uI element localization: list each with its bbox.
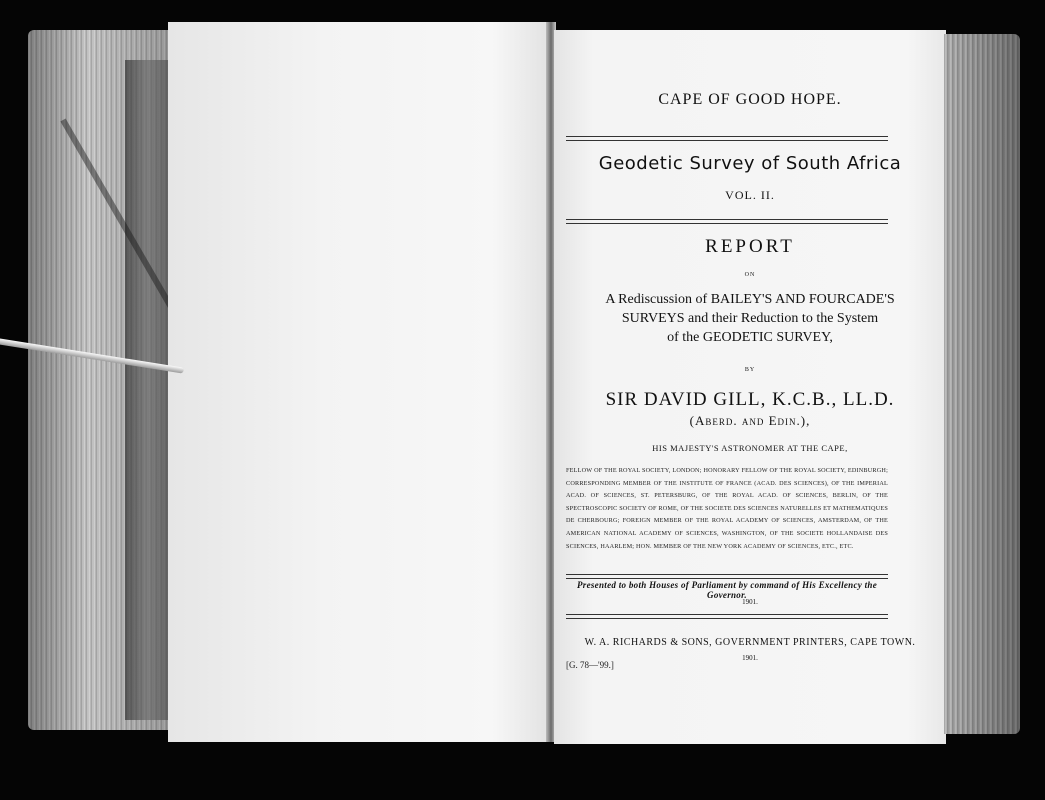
- printers-line: W. A. RICHARDS & SONS, GOVERNMENT PRINTERS, CAPE TOWN.: [584, 637, 916, 648]
- volume-label: VOL. II.: [725, 188, 775, 202]
- author-degrees: (Aberd. and Edin.),: [689, 413, 811, 428]
- print-year: 1901.: [742, 654, 758, 662]
- author-name: SIR DAVID GILL, K.C.B., LL.D.: [605, 389, 895, 410]
- bottom-rule: [566, 614, 888, 619]
- author-position: HIS MAJESTY'S ASTRONOMER AT THE CAPE,: [652, 443, 848, 453]
- by-label: BY: [744, 367, 756, 373]
- author-honours: FELLOW OF THE ROYAL SOCIETY, LONDON; HONORARY FELLOW OF THE ROYAL SOCIETY, EDINBURGH; CORRESPONDING MEMBER OF THE INSTITUTE OF FRANCE (ACAD. DES SCIENCES), OF THE IMPERIAL ACAD. OF SCIENCES, ST. PETERSBURG, OF THE ROYAL ACAD. OF SCIENCES, BERLIN, OF THE SPECTROSCOPIC SOCIETY OF ROME, OF THE SOCIETE DES SCIENCES NATURELLES ET MATHEMATIQUES DE CHERBOURG; FOREIGN MEMBER OF THE ROYAL ACADEMY OF SCIENCES, AMSTERDAM, OF THE AMERICAN NATIONAL ACADEMY OF SCIENCES, WASHINGTON, OF THE SOCIETE HOLLANDAISE DES SCIENCES, HAARLEM; HON. MEMBER OF THE NEW YORK ACADEMY OF SCIENCES, ETC., ETC.: [566, 467, 888, 550]
- report-heading: REPORT: [705, 236, 795, 257]
- on-label: ON: [744, 272, 756, 278]
- rediscussion-title: [554, 290, 946, 347]
- survey-title: Geodetic Survey of South Africa: [598, 153, 902, 174]
- rediscussion-line: SURVEYS and their Reduction to the System: [621, 311, 879, 326]
- document-reference: [G. 78—'99.]: [566, 660, 614, 670]
- book-right-page-edges: [944, 34, 1020, 734]
- presented-year: 1901.: [742, 598, 758, 606]
- middle-rule: [566, 219, 888, 224]
- rediscussion-line: of the GEODETIC SURVEY,: [667, 330, 833, 345]
- rediscussion-line: A Rediscussion of BAILEY'S AND FOURCADE'S: [605, 292, 895, 307]
- lower-rule: [566, 574, 888, 579]
- left-page: [168, 22, 550, 742]
- presented-statement: Presented to both Houses of Parliament by command of His Excellency the Governor.: [576, 580, 878, 600]
- top-rule: [566, 136, 888, 141]
- cape-heading: CAPE OF GOOD HOPE.: [658, 91, 842, 108]
